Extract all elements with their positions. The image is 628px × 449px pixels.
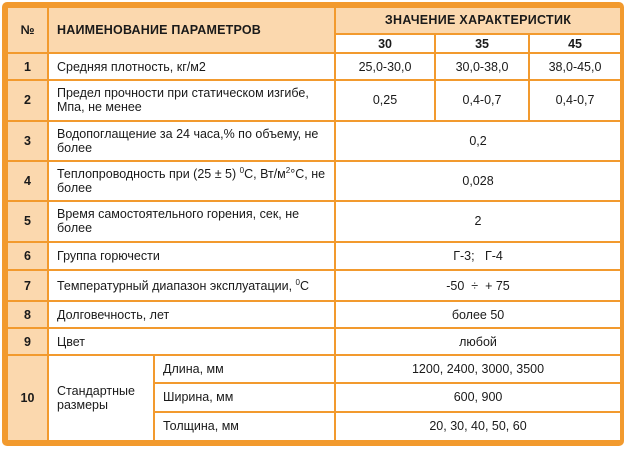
table-row (8, 54, 620, 79)
param-label: Время самостоятельного горения, сек, не более (49, 202, 334, 240)
param-label: Средняя плотность, кг/м2 (49, 54, 334, 79)
row-number: 8 (8, 302, 47, 327)
table-row (8, 243, 620, 270)
size-label: Толщина, мм (155, 413, 334, 440)
value-all: более 50 (336, 302, 620, 327)
value-45: 38,0-45,0 (530, 54, 620, 79)
header-name: НАИМЕНОВАНИЕ ПАРАМЕТРОВ (49, 8, 334, 52)
grade-30: 30 (336, 35, 434, 53)
param-label: Группа горючести (49, 243, 334, 270)
value-30: 25,0-30,0 (336, 54, 434, 79)
spec-table (6, 6, 622, 442)
table-row (8, 162, 620, 200)
size-value: 1200, 2400, 3000, 3500 (336, 356, 620, 382)
param-label: Водопоглащение за 24 часа,% по объему, не более (49, 122, 334, 160)
table-row (8, 302, 620, 327)
param-label-post: С (299, 278, 310, 293)
header-num: № (8, 8, 47, 52)
value-all: 2 (336, 202, 620, 240)
row-number: 9 (8, 329, 47, 354)
value-all: 0,028 (336, 162, 620, 200)
value-45: 0,4-0,7 (530, 81, 620, 119)
size-label: Длина, мм (155, 356, 334, 382)
size-value: 600, 900 (336, 384, 620, 411)
row-number: 10 (8, 356, 47, 440)
param-label: Предел прочности при статическом изгибе, Мпа, не менее (49, 81, 334, 119)
param-label-sup-square: 2 (285, 165, 291, 175)
table-row (8, 329, 620, 354)
param-label-pre: Температурный диапазон эксплуатации, (57, 278, 296, 293)
param-label-sup-degree: 0 (239, 165, 245, 175)
row-number: 2 (8, 81, 47, 119)
value-all: -50 ÷ + 75 (336, 271, 620, 300)
table-row (8, 271, 620, 300)
size-value: 20, 30, 40, 50, 60 (336, 413, 620, 440)
row-number: 6 (8, 243, 47, 270)
table-row (8, 356, 620, 382)
header-values: ЗНАЧЕНИЕ ХАРАКТЕРИСТИК (336, 8, 620, 33)
param-label-post: °С, не более (57, 167, 326, 196)
param-label: Долговечность, лет (49, 302, 334, 327)
size-label: Ширина, мм (155, 384, 334, 411)
param-label (49, 271, 334, 300)
param-label-sup-degree: 0 (295, 277, 300, 287)
param-label (49, 162, 334, 200)
value-all: Г-3; Г-4 (336, 243, 620, 270)
header-row (8, 8, 620, 33)
grade-45: 45 (530, 35, 620, 53)
table-row (8, 122, 620, 160)
row-number: 1 (8, 54, 47, 79)
row-number: 3 (8, 122, 47, 160)
sizes-group-label: Стандартные размеры (49, 356, 153, 440)
value-35: 0,4-0,7 (436, 81, 528, 119)
table-row (8, 81, 620, 119)
param-label-pre: Теплопроводность при (25 ± 5) (57, 167, 240, 182)
row-number: 5 (8, 202, 47, 240)
row-number: 4 (8, 162, 47, 200)
value-30: 0,25 (336, 81, 434, 119)
table-row (8, 202, 620, 240)
param-label-mid: С, Вт/м (244, 167, 286, 182)
grade-35: 35 (436, 35, 528, 53)
value-35: 30,0-38,0 (436, 54, 528, 79)
value-all: любой (336, 329, 620, 354)
row-number: 7 (8, 271, 47, 300)
value-all: 0,2 (336, 122, 620, 160)
param-label: Цвет (49, 329, 334, 354)
